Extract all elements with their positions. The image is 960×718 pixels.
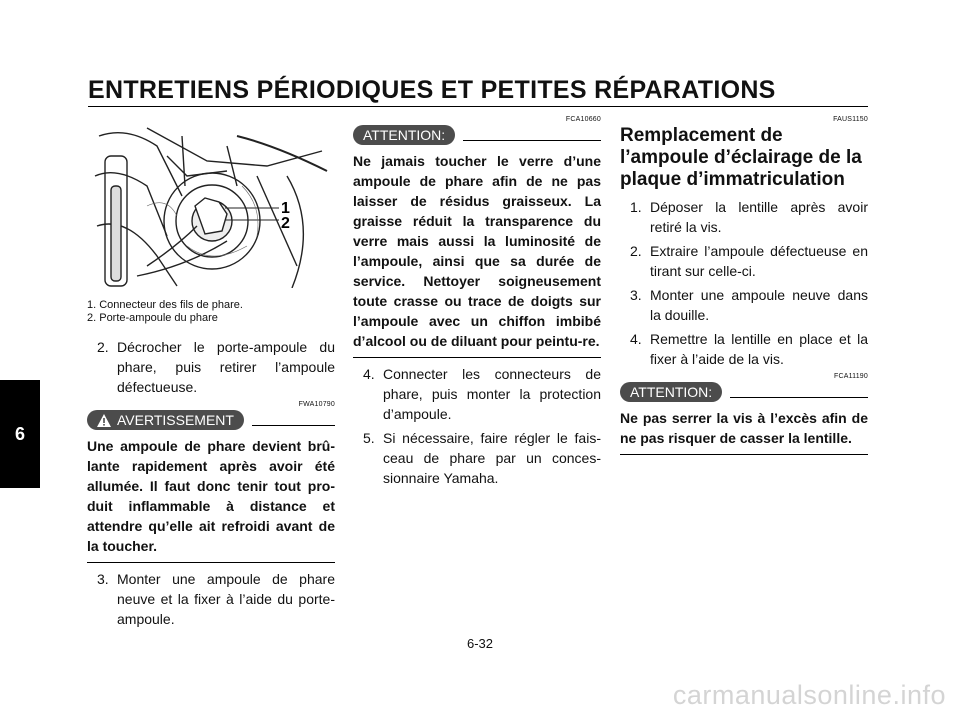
callout-1: 1 — [281, 200, 290, 217]
page-number: 6-32 — [466, 636, 494, 651]
attention-badge: ATTENTION: — [620, 382, 722, 402]
warning-end-rule — [87, 562, 335, 563]
attention-code: FCA10660 — [565, 116, 601, 123]
step-text: Connecter les connecteurs de phare, puis monter la protection d’ampoule. — [383, 366, 601, 422]
column-1 — [87, 116, 335, 633]
step-number: 2. — [630, 243, 642, 259]
step-text: Déposer la lentille après avoir retiré la vis. — [650, 199, 868, 235]
step-5 — [353, 428, 601, 488]
step-text: Monter une ampoule de phare neuve et la fixer à l’aide du porte-ampoule. — [117, 571, 335, 627]
step-number: 1. — [630, 199, 642, 215]
watermark: carmanualsonline.info — [672, 680, 946, 710]
attention-text: Ne pas serrer la vis à l’excès afin de ne pas risquer de casser la lentille. — [620, 410, 868, 446]
chapter-tab: 6 — [0, 380, 40, 488]
column-2 — [353, 116, 601, 492]
step-3 — [620, 285, 868, 325]
caption-1: 1. Connecteur des fils de phare. — [87, 299, 243, 311]
attention-badge: ATTENTION: — [353, 125, 455, 145]
step-4 — [353, 364, 601, 424]
warning-badge — [87, 410, 244, 430]
warning-text: Une ampoule de phare devient brû-lante rapidement après avoir été allumée. Il faut donc tenir tout pro-duit inflammable à distance et attendre qu’elle ait refroidi avant de la toucher. — [87, 438, 335, 554]
step-number: 3. — [97, 571, 109, 587]
page-header-title: ENTRETIENS PÉRIODIQUES ET PETITES RÉPARATIONS — [88, 76, 776, 104]
step-text: Si nécessaire, faire régler le fais-ceau de phare par un conces-sionnaire Yamaha. — [383, 430, 601, 486]
attention-code: FCA11190 — [833, 373, 868, 380]
caption-2: 2. Porte-ampoule du phare — [87, 312, 218, 324]
step-2 — [620, 241, 868, 281]
step-number: 2. — [97, 339, 109, 355]
step-number: 4. — [630, 331, 642, 347]
attention-rule — [463, 140, 601, 141]
step-number: 3. — [630, 287, 642, 303]
step-2 — [87, 337, 335, 397]
attention-rule — [730, 397, 868, 398]
step-3 — [87, 569, 335, 629]
step-text: Remettre la lentille en place et la fixer à l’aide de la vis. — [650, 331, 868, 367]
figure-caption — [87, 299, 335, 325]
attention-end-rule — [353, 357, 601, 358]
section-title: Remplacement de l’ampoule d’éclairage de la plaque d’immatriculation — [620, 125, 862, 190]
warning-triangle-icon — [97, 414, 111, 427]
warning-rule — [252, 425, 335, 426]
header-rule — [88, 106, 868, 107]
step-number: 4. — [363, 366, 375, 382]
warning-header — [87, 410, 335, 430]
attention-header — [353, 125, 601, 145]
headlight-illustration — [87, 116, 335, 288]
callout-2: 2 — [281, 215, 290, 232]
section-code: FAUS1150 — [833, 116, 868, 123]
attention-end-rule — [620, 454, 868, 455]
step-number: 5. — [363, 430, 375, 446]
step-1 — [620, 197, 868, 237]
warning-code: FWA10790 — [298, 401, 335, 408]
attention-header — [620, 382, 868, 402]
step-text: Décrocher le porte-ampoule du phare, puis retirer l’ampoule défectueuse. — [117, 339, 335, 395]
step-text: Extraire l’ampoule défectueuse en tirant sur celle-ci. — [650, 243, 868, 279]
column-3 — [620, 116, 868, 461]
step-4 — [620, 329, 868, 369]
attention-text: Ne jamais toucher le verre d’une ampoule de phare afin de ne pas laisser de résidus graisseux. La graisse réduit la transparence du verre mais aussi la luminosité de l’ampoule, ainsi que sa durée de service. Nettoyer soigneusement toute crasse ou trace de doigts sur l’ampoule avec un chiffon imbibé d’alcool ou de diluant pour peintu-re. — [353, 153, 601, 349]
warning-label: AVERTISSEMENT — [117, 412, 234, 428]
step-text: Monter une ampoule neuve dans la douille. — [650, 287, 868, 323]
